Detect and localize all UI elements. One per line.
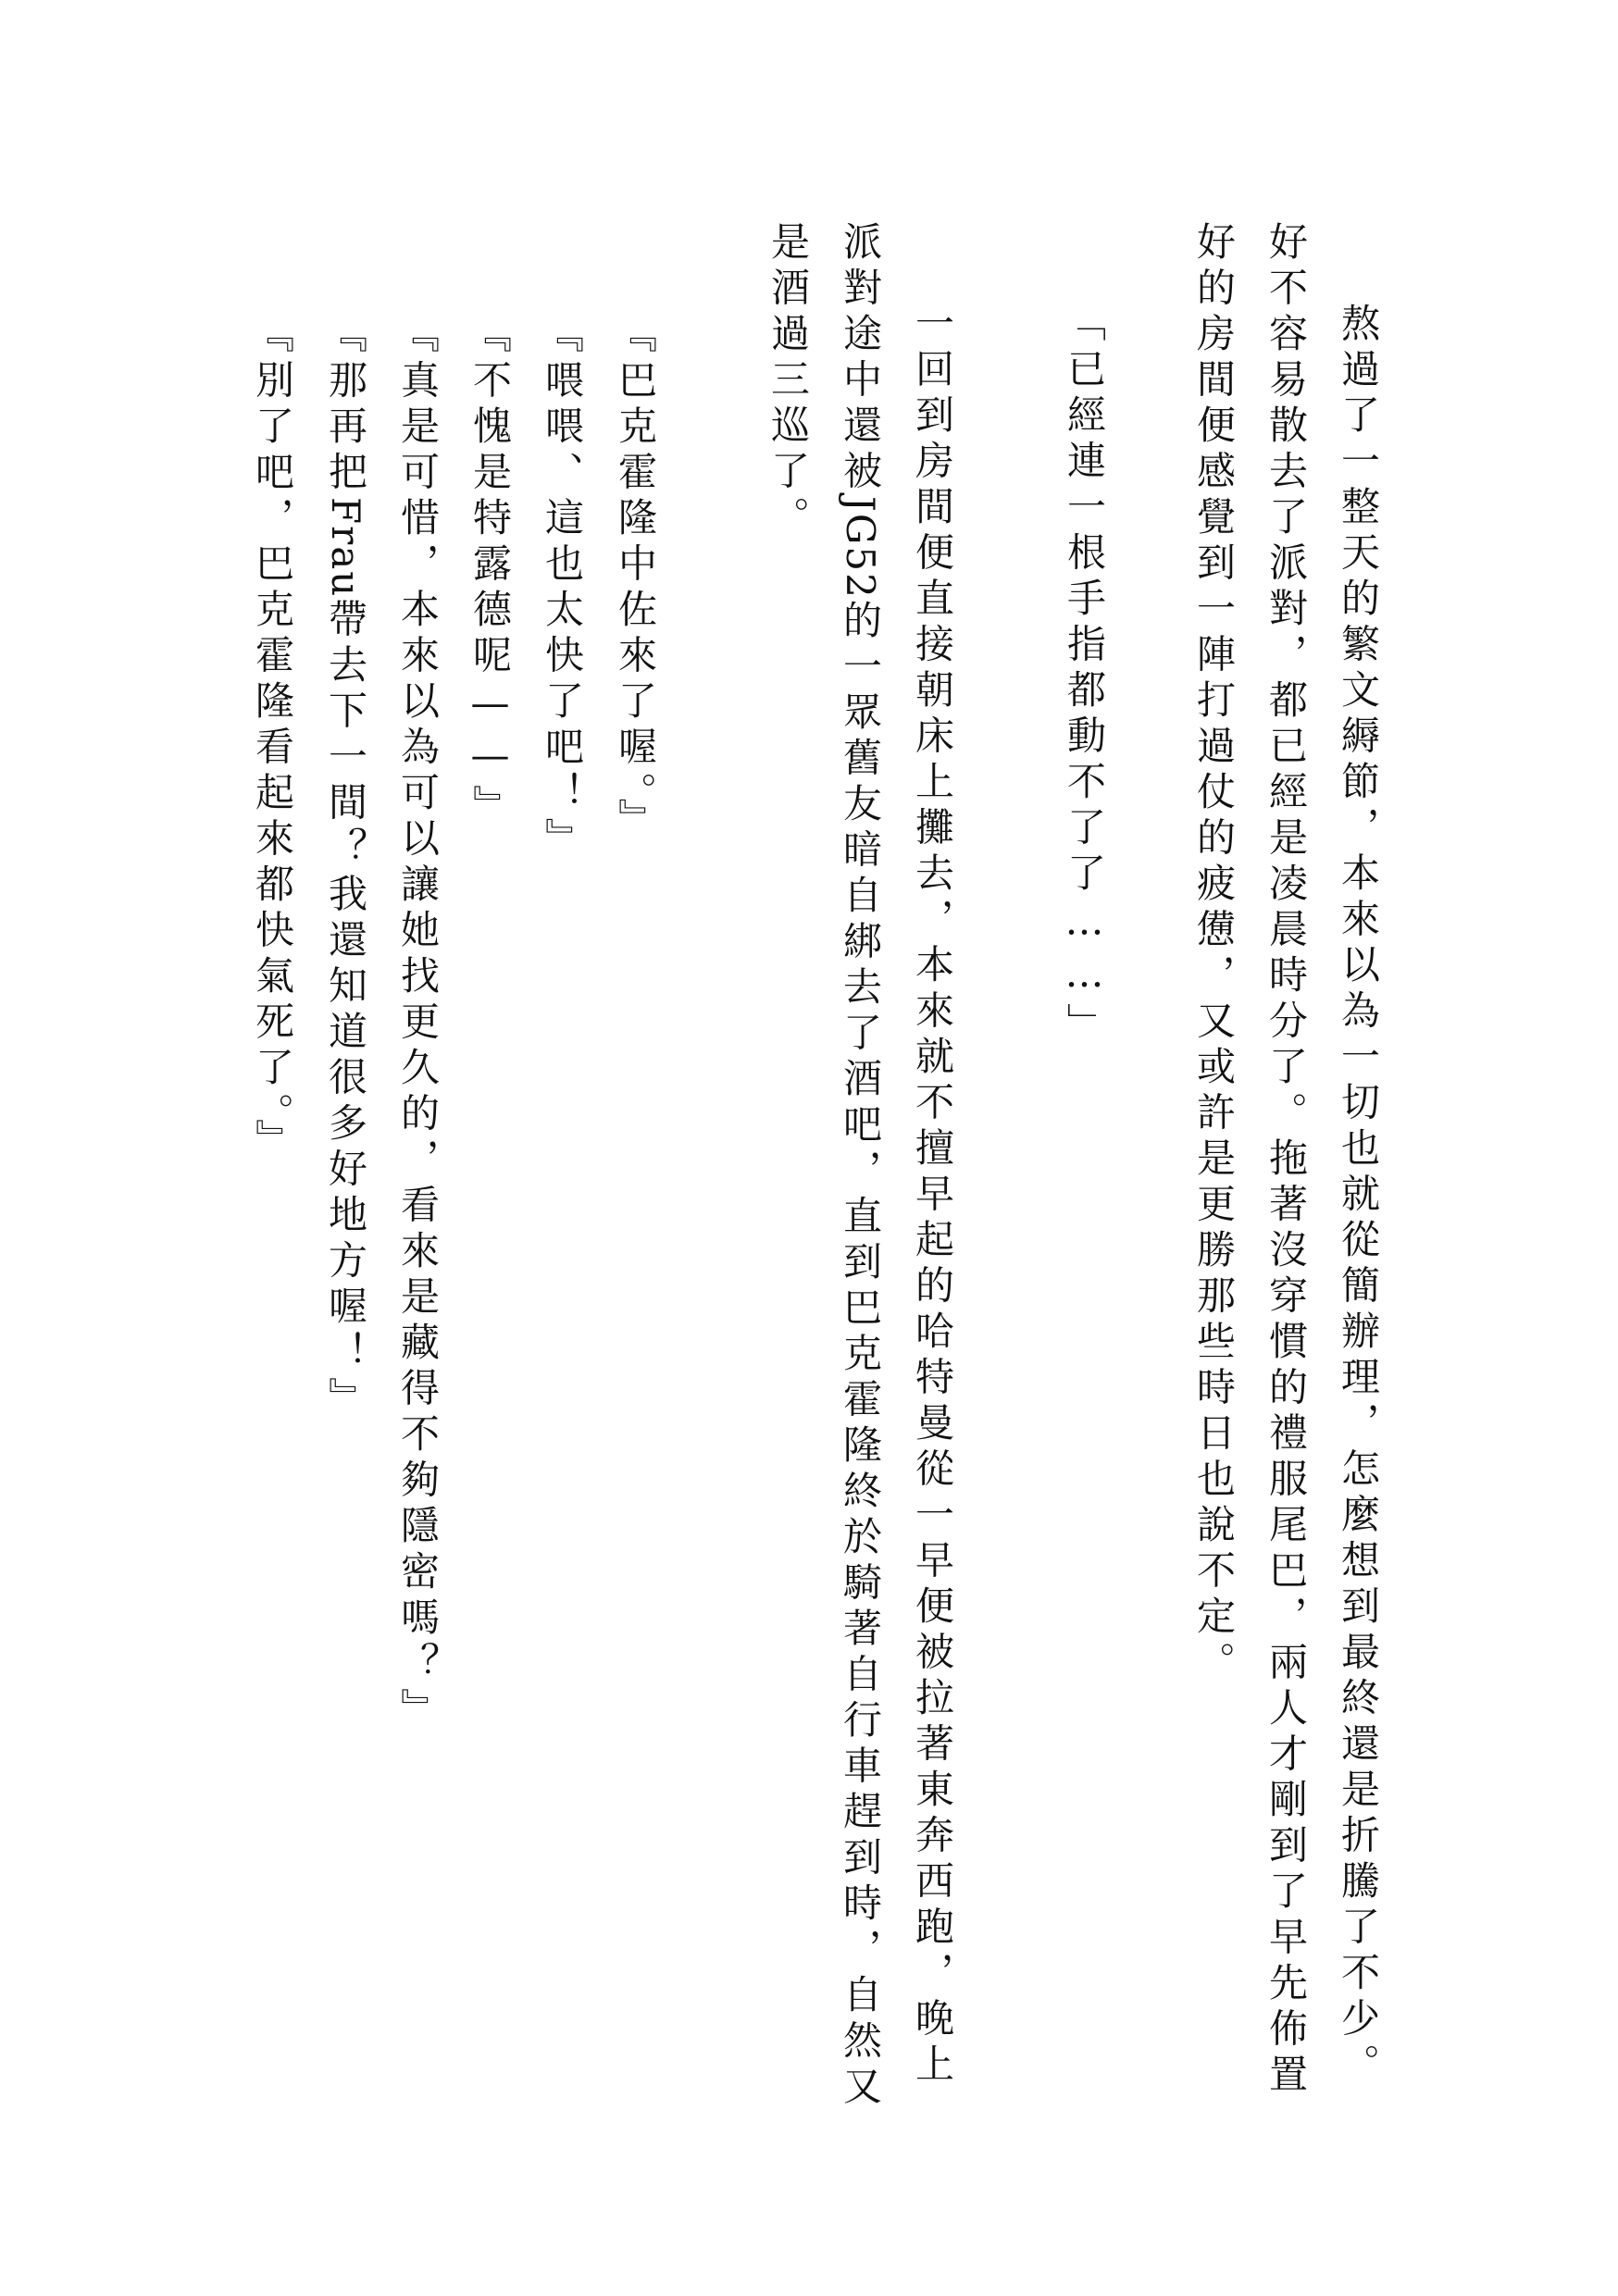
quote-line-5: 『那再把Frau帶去下一間？我還知道很多好地方喔！』 xyxy=(323,314,368,1423)
paragraph-1-line-1: 熬過了一整天的繁文縟節，本來以為一切也就從簡辦理，怎麼想到最終還是折騰了不少。 xyxy=(1336,303,1381,2090)
paragraph-2-line-2: 派對途中還被JG52的一眾舊友暗自綁去了酒吧，直到巴克霍隆終於騎著自行車趕到時，自然又 xyxy=(838,221,883,2112)
quote-line-1: 『巴克霍隆中佐來了喔。』 xyxy=(613,314,658,844)
quote-line-4: 『真是可惜，本來以為可以讓她找更久的，看來是藏得不夠隱密嗎？』 xyxy=(395,314,441,1734)
quote-line-2: 『喂喂、這也太快了吧！』 xyxy=(540,314,585,863)
paragraph-2-line-1: 一回到房間便直接朝床上攤去，本來就不擅早起的哈特曼從一早便被拉著東奔西跑，晚上 xyxy=(910,303,955,2090)
quote-line-3: 『不愧是特露德呢——』 xyxy=(467,314,513,831)
paragraph-2-line-3: 是酒過三巡了。 xyxy=(765,221,811,542)
paragraph-1-line-2: 好不容易散去了派對，都已經是凌晨時分了。拖著沒穿慣的禮服尾巴，兩人才剛到了早先佈置 xyxy=(1263,221,1309,2100)
quote-line-6: 『別了吧，巴克霍隆看起來都快氣死了。』 xyxy=(250,314,295,1165)
dialogue-line: 「已經連一根手指都動不了了……」 xyxy=(1062,303,1107,1049)
paragraph-1-line-3: 好的房間便感覺到一陣打過仗的疲憊，又或許是更勝那些時日也說不定。 xyxy=(1191,221,1237,1687)
